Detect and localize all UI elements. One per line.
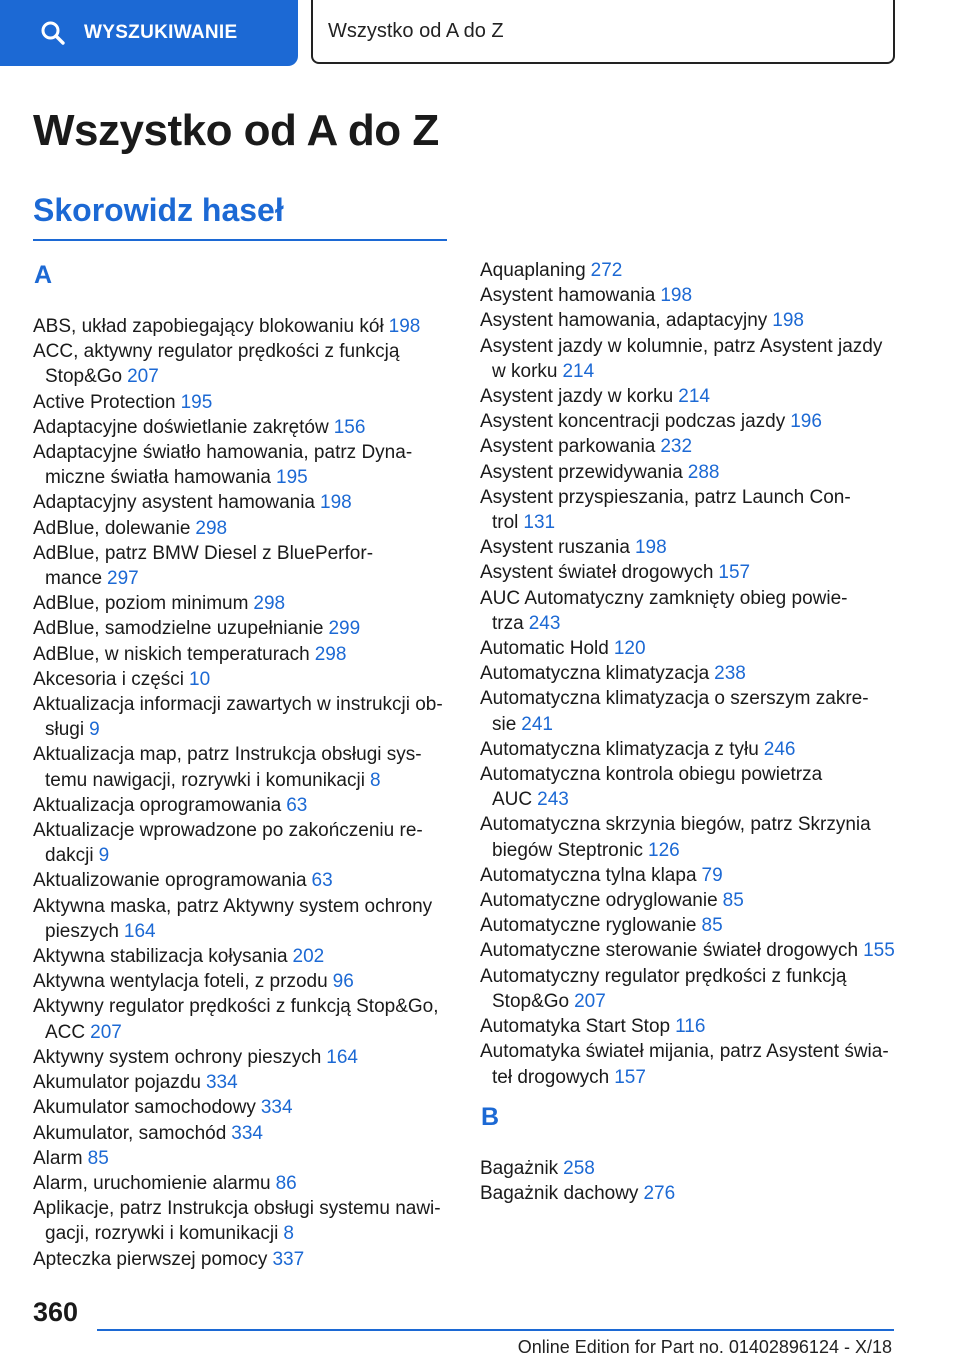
index-entry-text: Automatyczna klimatyzacja (480, 663, 710, 685)
index-entry-text: Aktualizacje wprowadzone po zakończeniu redakcji (33, 820, 423, 867)
index-entry-page-link[interactable]: 10 (189, 668, 211, 690)
index-entry-page-link[interactable]: 195 (180, 391, 213, 413)
index-entry-text: Akumulator pojazdu (33, 1072, 201, 1094)
index-entry-text: Automatic Hold (480, 638, 609, 660)
index-list-left (33, 314, 447, 1272)
index-entry-text: Aktualizowanie oprogramowania (33, 870, 307, 892)
index-entry-page-link[interactable]: 63 (311, 870, 333, 892)
index-entry-text: Automatyka Start Stop (480, 1016, 671, 1038)
index-entry-text: Bagażnik (480, 1157, 559, 1179)
index-entry (33, 339, 447, 389)
index-entry (33, 1045, 447, 1070)
index-list-right-b (480, 1156, 900, 1206)
index-entry-text: Aktywna maska, patrz Aktywny system ochrony pieszych (33, 895, 433, 942)
section-title: Skorowidz haseł (33, 192, 284, 228)
index-entry (480, 434, 900, 459)
top-navigation (0, 0, 960, 66)
index-entry-page-link[interactable]: 198 (388, 316, 421, 337)
index-entry-text: Aktywny system ochrony pieszych (33, 1046, 322, 1068)
index-entry-text: Asystent ruszania (480, 537, 630, 559)
index-entry (480, 737, 900, 762)
index-entry-text: Akcesoria i części (33, 668, 184, 690)
index-entry (33, 642, 447, 667)
index-entry-text: Aplikacje, patrz Instrukcja obsługi systemu nawigacji, rozrywki i komunikacji (33, 1198, 441, 1245)
index-entry-text: ABS, układ zapobiegający blokowaniu kół (33, 316, 384, 337)
index-entry (33, 541, 447, 591)
index-entry (33, 969, 447, 994)
index-entry (480, 535, 900, 560)
index-entry (33, 944, 447, 969)
index-entry-page-link[interactable]: 85 (701, 915, 723, 937)
index-entry-text: Aktualizacja informacji zawartych w instrukcji obsługi (33, 694, 443, 741)
breadcrumb[interactable]: Wszystko od A do Z (311, 0, 895, 64)
index-entry (33, 1095, 447, 1120)
index-entry (33, 667, 447, 692)
footer-divider (97, 1329, 894, 1331)
index-entry (480, 661, 900, 686)
index-entry-page-link[interactable]: 238 (714, 663, 746, 685)
index-entry-text: AUC Automatyczny zamknięty obieg powietrza (480, 587, 848, 634)
index-entry-page-link[interactable]: 214 (678, 386, 710, 408)
index-entry-text: AdBlue, patrz BMW Diesel z BluePerformance (33, 542, 374, 590)
index-entry-text: Asystent jazdy w korku (480, 386, 674, 408)
index-entry-text: Apteczka pierwszej pomocy (33, 1248, 268, 1270)
index-entry-text: Bagażnik dachowy (480, 1182, 639, 1204)
index-entry-page-link[interactable]: 164 (326, 1046, 358, 1068)
index-entry-page-link[interactable]: 8 (369, 769, 381, 791)
index-entry (480, 913, 900, 938)
search-button-label: WYSZUKIWANIE (84, 22, 238, 43)
index-entry-text: Automatyczny regulator prędkości z funkcją Stop&Go (480, 965, 847, 1012)
index-entry-text: Adaptacyjne doświetlanie zakrętów (33, 416, 329, 438)
index-entry (33, 390, 447, 415)
page-number: 360 (33, 1297, 79, 1327)
index-entry-text: Automatyczne ryglowanie (480, 915, 697, 937)
index-entry-page-link[interactable]: 86 (275, 1172, 297, 1194)
index-entry-text: Asystent jazdy w kolumnie, patrz Asystent jazdy w korku (480, 335, 883, 382)
index-entry (480, 586, 900, 636)
index-entry-text: Aquaplaning (480, 260, 586, 281)
index-entry (33, 1070, 447, 1095)
index-entry-page-link[interactable]: 8 (283, 1223, 294, 1245)
index-entry (480, 863, 900, 888)
index-entry-page-link[interactable]: 272 (590, 260, 623, 281)
index-entry (480, 258, 900, 283)
index-entry (33, 868, 447, 893)
index-entry-page-link[interactable]: 131 (523, 512, 556, 534)
index-entry-text: AdBlue, dolewanie (33, 517, 191, 539)
index-entry-page-link[interactable]: 243 (537, 789, 569, 811)
index-entry-page-link[interactable]: 195 (276, 467, 308, 489)
index-entry (480, 938, 900, 963)
index-entry-page-link[interactable]: 298 (253, 593, 286, 615)
index-entry-page-link[interactable]: 288 (687, 461, 720, 483)
index-entry-text: Asystent przyspieszania, patrz Launch Control (480, 486, 851, 534)
index-entry-text: Aktualizacja map, patrz Instrukcja obsługi systemu nawigacji, rozrywki i komunikacji (33, 744, 422, 791)
index-column-right (480, 258, 900, 1206)
index-entry-page-link[interactable]: 9 (89, 719, 100, 741)
index-entry (480, 1156, 900, 1181)
index-entry-page-link[interactable]: 85 (722, 890, 744, 912)
index-entry-text: Active Protection (33, 391, 176, 413)
index-entry-page-link[interactable]: 207 (574, 990, 606, 1012)
index-entry (480, 888, 900, 913)
index-entry-page-link[interactable]: 214 (562, 360, 595, 382)
index-entry-text: Automatyczna klimatyzacja z tyłu (480, 738, 759, 760)
index-entry-text: Akumulator, samochód (33, 1122, 227, 1144)
index-entry-text: Automatyczna skrzynia biegów, patrz Skrzynia biegów Steptronic (480, 814, 871, 861)
index-entry (480, 460, 900, 485)
index-entry (480, 485, 900, 535)
index-entry-page-link[interactable]: 297 (107, 568, 139, 590)
index-entry-page-link[interactable]: 232 (660, 436, 693, 458)
index-entry (33, 1121, 447, 1146)
index-entry-text: Asystent koncentracji podczas jazdy (480, 411, 786, 433)
index-entry (33, 818, 447, 868)
index-entry-page-link[interactable]: 207 (90, 1021, 122, 1043)
index-entry-page-link[interactable]: 79 (701, 864, 723, 886)
index-entry-text: Automatyczna klimatyzacja o szerszym zakresie (480, 688, 869, 735)
index-entry-page-link[interactable]: 298 (314, 643, 347, 665)
index-entry-text: Automatyczne odryglowanie (480, 890, 718, 912)
index-entry-text: AdBlue, w niskich temperaturach (33, 643, 310, 665)
index-entry (33, 994, 447, 1044)
index-entry (33, 516, 447, 541)
index-entry-page-link[interactable]: 9 (98, 845, 110, 867)
index-column-left (33, 258, 447, 1272)
index-entry-text: Automatyczna kontrola obiegu powietrza AUC (480, 764, 823, 811)
index-entry (480, 409, 900, 434)
index-entry-text: Aktywna stabilizacja kołysania (33, 946, 288, 968)
index-entry (33, 415, 447, 440)
index-entry-page-link[interactable]: 85 (87, 1147, 109, 1169)
index-entry-text: Akumulator samochodowy (33, 1097, 256, 1119)
index-entry (480, 334, 900, 384)
index-entry-page-link[interactable]: 126 (648, 839, 680, 861)
index-entry (33, 1171, 447, 1196)
index-entry (480, 1039, 900, 1089)
index-entry-text: Aktywna wentylacja foteli, z przodu (33, 971, 328, 993)
index-entry-text: Asystent hamowania, adaptacyjny (480, 310, 768, 332)
index-letter-b: B (481, 1102, 500, 1131)
index-entry-page-link[interactable]: 96 (332, 971, 354, 993)
index-entry (33, 742, 447, 792)
index-entry (480, 308, 900, 333)
index-entry-page-link[interactable]: 207 (127, 366, 159, 388)
index-entry-text: Asystent przewidywania (480, 461, 683, 483)
index-entry-page-link[interactable]: 337 (272, 1248, 305, 1270)
index-entry-page-link[interactable]: 120 (613, 638, 646, 660)
index-entry-page-link[interactable]: 243 (528, 612, 561, 634)
index-entry-text: Automatyczna tylna klapa (480, 864, 697, 886)
index-entry-page-link[interactable]: 63 (286, 794, 308, 816)
index-entry (33, 1247, 447, 1272)
index-entry-text: Automatyczne sterowanie świateł drogowych (480, 940, 859, 962)
footer-edition: Online Edition for Part no. 01402896124 - X/18 (517, 1337, 892, 1357)
index-entry-text: Alarm (33, 1147, 83, 1169)
index-entry-text: Asystent świateł drogowych (480, 562, 714, 584)
index-entry-text: Aktywny regulator prędkości z funkcją Stop&Go, ACC (33, 996, 439, 1043)
index-entry-page-link[interactable]: 334 (205, 1072, 238, 1094)
index-entry (33, 591, 447, 616)
index-entry (480, 283, 900, 308)
index-entry-text: Adaptacyjny asystent hamowania (33, 492, 315, 514)
index-entry-page-link[interactable]: 156 (333, 416, 366, 438)
index-entry (33, 1146, 447, 1171)
index-entry-page-link[interactable]: 334 (231, 1122, 263, 1144)
index-entry-page-link[interactable]: 298 (195, 517, 228, 539)
search-button[interactable] (0, 0, 298, 66)
index-entry-page-link[interactable]: 198 (634, 537, 667, 559)
index-entry-page-link[interactable]: 196 (790, 411, 822, 433)
index-entry-page-link[interactable]: 198 (320, 492, 352, 514)
index-entry-text: Automatyka świateł mijania, patrz Asystent świateł drogowych (480, 1041, 889, 1088)
index-entry-text: Alarm, uruchomienie alarmu (33, 1172, 271, 1194)
index-entry (480, 812, 900, 862)
index-entry-page-link[interactable]: 246 (763, 738, 796, 760)
index-entry (480, 964, 900, 1014)
index-entry (33, 314, 447, 339)
index-letter-a: A (34, 261, 53, 289)
index-entry-text: Adaptacyjne światło hamowania, patrz Dynamiczne światła hamowania (33, 442, 413, 489)
index-entry (33, 440, 447, 490)
index-entry-page-link[interactable]: 198 (772, 310, 804, 332)
index-entry-page-link[interactable]: 116 (675, 1016, 706, 1038)
index-entry (33, 692, 447, 742)
index-entry-page-link[interactable]: 198 (660, 285, 693, 307)
index-entry (480, 1181, 900, 1206)
index-entry-page-link[interactable]: 334 (260, 1097, 293, 1119)
index-entry-text: ACC, aktywny regulator prędkości z funkcją Stop&Go (33, 341, 400, 388)
index-entry (33, 490, 447, 515)
page-title: Wszystko od A do Z (33, 106, 439, 155)
index-entry (33, 894, 447, 944)
index-entry-page-link[interactable]: 241 (521, 713, 553, 735)
index-entry-page-link[interactable]: 202 (292, 946, 325, 968)
index-entry (33, 616, 447, 641)
index-entry (480, 560, 900, 585)
index-entry (480, 384, 900, 409)
index-entry-page-link[interactable]: 157 (614, 1066, 646, 1088)
index-entry-page-link[interactable]: 164 (123, 920, 156, 942)
index-entry (480, 636, 900, 661)
index-entry-text: Asystent hamowania (480, 285, 656, 307)
index-entry-page-link[interactable]: 155 (863, 940, 895, 962)
index-entry-page-link[interactable]: 299 (328, 618, 361, 640)
section-divider (33, 239, 447, 241)
index-entry (480, 686, 900, 736)
index-entry (33, 793, 447, 818)
index-entry (33, 1196, 447, 1246)
search-icon (40, 20, 66, 46)
index-list-right-a (480, 258, 900, 1090)
index-entry-page-link[interactable]: 157 (718, 562, 751, 584)
index-entry-text: Aktualizacja oprogramowania (33, 794, 282, 816)
index-entry-text: Asystent parkowania (480, 436, 656, 458)
index-entry (480, 1014, 900, 1039)
index-entry-page-link[interactable]: 276 (643, 1182, 676, 1204)
index-entry (480, 762, 900, 812)
index-entry-page-link[interactable]: 258 (563, 1157, 595, 1179)
index-entry-text: AdBlue, samodzielne uzupełnianie (33, 618, 324, 640)
index-entry-text: AdBlue, poziom minimum (33, 593, 249, 615)
